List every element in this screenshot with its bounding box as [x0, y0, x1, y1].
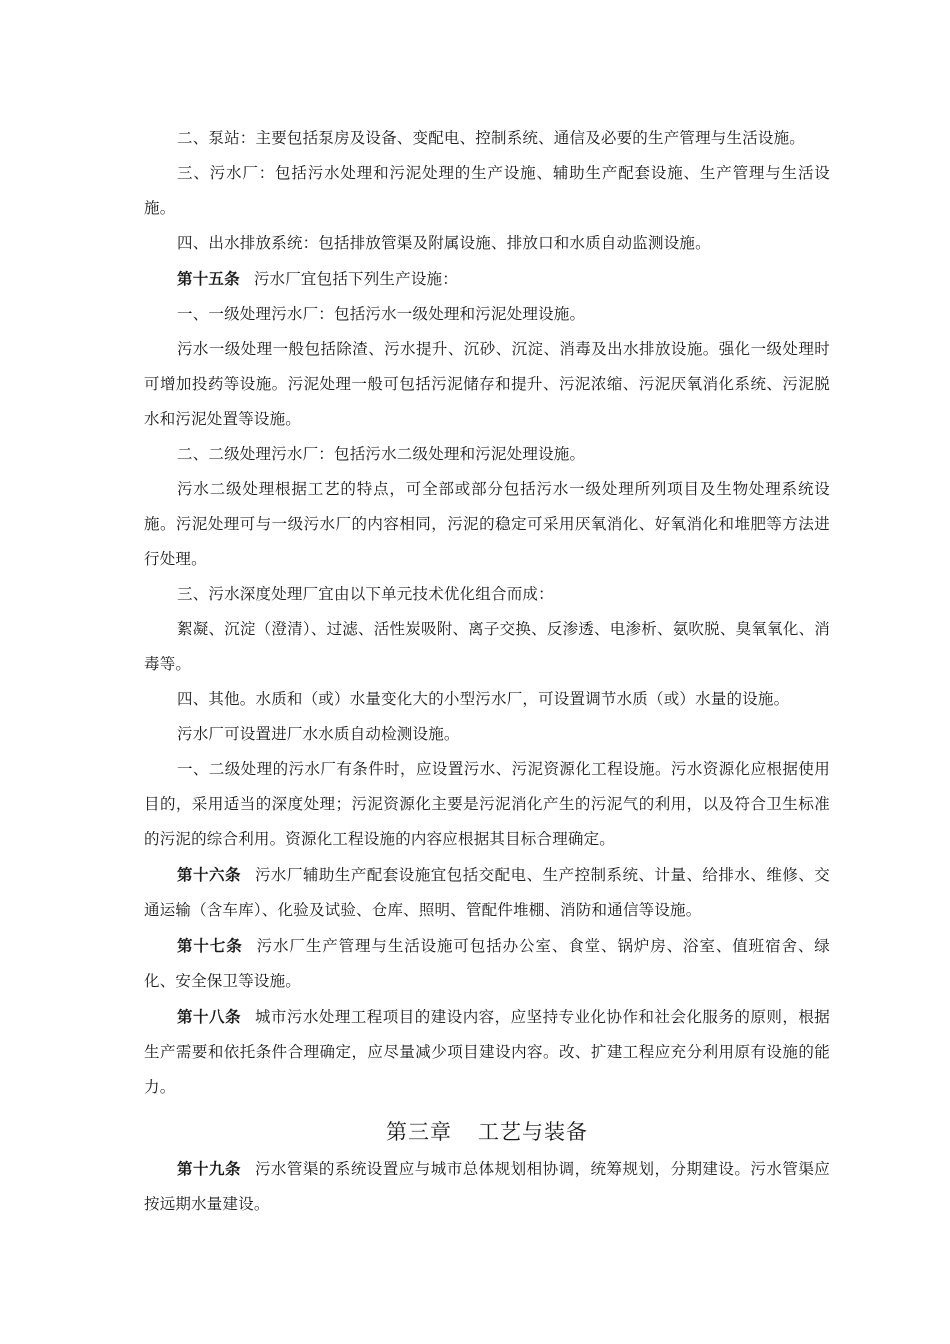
- article-16-label: 第十六条: [177, 865, 241, 884]
- article-15-text: 污水厂宜包括下列生产设施：: [253, 270, 458, 288]
- paragraph-inlet-monitoring: 污水厂可设置进厂水水质自动检测设施。: [177, 725, 460, 743]
- paragraph-discharge-system: 四、出水排放系统：包括排放管渠及附属设施、排放口和水质自动监测设施。: [177, 234, 711, 252]
- article-16-text: 污水厂辅助生产配套设施宜包括交配电、生产控制系统、计量、给排水、维修、交通运输（含车库）、化验及试验、仓库、照明、管配件堆棚、消防和通信等设施。: [144, 866, 830, 919]
- chapter-heading: [144, 1113, 830, 1151]
- article-18-label: 第十八条: [177, 1007, 241, 1026]
- chapter-title: 工艺与装备: [478, 1120, 588, 1144]
- article-17: [144, 928, 830, 999]
- article-17-text: 污水厂生产管理与生活设施可包括办公室、食堂、锅炉房、浴室、值班宿舍、绿化、安全保卫等设施。: [144, 937, 830, 990]
- paragraph-resource-recovery: 一、二级处理的污水厂有条件时，应设置污水、污泥资源化工程设施。污水资源化应根据使用目的，采用适当的深度处理；污泥资源化主要是污泥消化产生的污泥气的利用，以及符合卫生标准的污泥的综合利用。资源化工程设施的内容应根据其目标合理确定。: [144, 760, 830, 848]
- paragraph-primary-plant: 一、一级处理污水厂：包括污水一级处理和污泥处理设施。: [177, 305, 586, 323]
- article-16: [144, 857, 830, 928]
- paragraph-other: 四、其他。水质和（或）水量变化大的小型污水厂，可设置调节水质（或）水量的设施。: [177, 690, 790, 708]
- paragraph-advanced-plant: 三、污水深度处理厂宜由以下单元技术优化组合而成：: [177, 585, 554, 603]
- article-19-text: 污水管渠的系统设置应与城市总体规划相协调，统筹规划，分期建设。污水管渠应按远期水量建设。: [144, 1160, 830, 1213]
- article-15: [144, 261, 830, 297]
- article-19: [144, 1151, 830, 1222]
- article-18: [144, 999, 830, 1105]
- paragraph-secondary-treatment: 污水二级处理根据工艺的特点，可全部或部分包括污水一级处理所列项目及生物处理系统设施。污泥处理可与一级污水厂的内容相同，污泥的稳定可采用厌氧消化、好氧消化和堆肥等方法进行处理。: [144, 480, 830, 568]
- article-19-label: 第十九条: [177, 1159, 241, 1178]
- paragraph-pumping-station: 二、泵站：主要包括泵房及设备、变配电、控制系统、通信及必要的生产管理与生活设施。: [177, 129, 806, 147]
- paragraph-secondary-plant: 二、二级处理污水厂：包括污水二级处理和污泥处理设施。: [177, 445, 586, 463]
- paragraph-primary-treatment: 污水一级处理一般包括除渣、污水提升、沉砂、沉淀、消毒及出水排放设施。强化一级处理时可增加投药等设施。污泥处理一般可包括污泥储存和提升、污泥浓缩、污泥厌氧消化系统、污泥脱水和污泥处置等设施。: [144, 340, 830, 428]
- article-17-label: 第十七条: [177, 936, 243, 955]
- article-18-text: 城市污水处理工程项目的建设内容，应坚持专业化协作和社会化服务的原则，根据生产需要和依托条件合理确定，应尽量减少项目建设内容。改、扩建工程应充分利用原有设施的能力。: [144, 1008, 830, 1096]
- article-15-label: 第十五条: [177, 269, 240, 288]
- paragraph-advanced-units: 絮凝、沉淀（澄清）、过滤、活性炭吸附、离子交换、反渗透、电渗析、氨吹脱、臭氧氧化、消毒等。: [144, 620, 830, 673]
- document-page: [144, 121, 830, 1222]
- paragraph-sewage-plant: 三、污水厂：包括污水处理和污泥处理的生产设施、辅助生产配套设施、生产管理与生活设施。: [144, 164, 830, 217]
- chapter-number: 第三章: [386, 1120, 452, 1144]
